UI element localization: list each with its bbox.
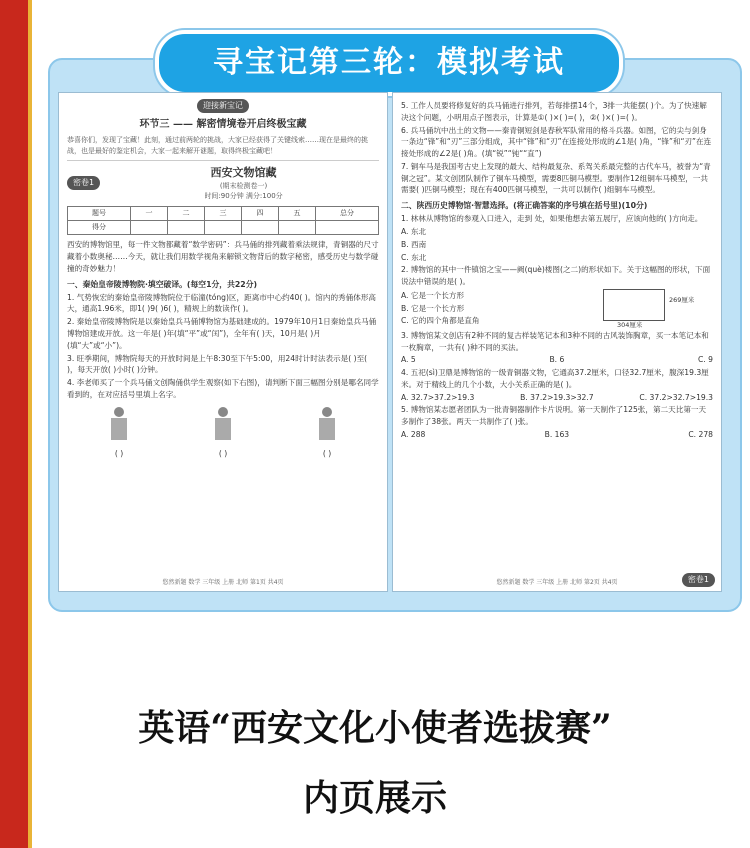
question-3: 3. 旺季期间，博物院每天的开放时间是上午8:30至下午5:00，用24时计时法表示是( )至( )，每天开放( )小时( )分钟。 — [67, 353, 368, 375]
exam-meta: 时间:90分钟 满分:100分 — [204, 192, 283, 201]
page-footer: 悠然新题 数学 三年级 上册 北师 第1页 共4页 — [162, 578, 284, 586]
badge: 迎接新宝记 — [197, 99, 249, 113]
choice-1: 1. 林林从博物馆的参观入口进入，走到 处，如果他想去第五展厅，应该向他的( )方向走。 — [401, 214, 703, 224]
choice-1-c: C. 东北 — [401, 252, 427, 262]
page-footer: 悠然新题 数学 三年级 上册 北师 第2页 共4页 — [496, 578, 618, 586]
question-7: 7. 铜车马是我国考古史上发现的最大、结构最复杂、系驾关系最完整的古代车马，被誉为“青铜之冠”。某文创团队制作了铜车马模型，需要8匹铜马模型。要制作12组铜车马模型，一共需要( )匹铜马模型；现在有400匹铜马模型，一共可以制作( )组铜车马模型。 — [401, 161, 711, 195]
terracotta-figure-icon — [209, 405, 237, 445]
question-2: 2. 秦始皇帝陵博物院是以秦始皇兵马俑博物馆为基础建成的。1979年10月1日秦始皇兵马俑博物馆建成开放。这一年是( )年(填“平”或“闰”)，全年有( )天，10月是( )月(填“大”或“小”)。 — [67, 317, 377, 350]
choice-1-a: A. 东北 — [401, 226, 427, 236]
caption-line-2: 内页展示 — [302, 777, 447, 819]
rectangle-figure: 269厘米 304厘米 — [603, 289, 713, 329]
score-table: 题号 一 二 三 四 五 总分 得分 — [67, 206, 379, 235]
choice-5: 5. 博物馆某志愿者团队为一批青铜器制作卡片说明。第一天制作了125张，第二天比第一天多制作了38张。两天一共制作了( )张。 — [401, 405, 707, 427]
choice-1-b: B. 西南 — [401, 239, 427, 249]
corner-tag: 密卷1 — [682, 573, 715, 587]
choice-2-b: B. 它是一个长方形 — [401, 303, 465, 313]
choice-4: 4. 五祀(sì)卫鼎是博物馆的一级青铜器文物，它通高37.2厘米，口径32.7厘米，腹深19.3厘米。对于精线上的几个小数，大小关系正确的是( )。 — [401, 368, 709, 389]
choice-2-c: C. 它的四个角都是直角 — [401, 316, 480, 326]
exam-page-right: 5. 工作人员要将修复好的兵马俑进行排列，若每排摆14个，3排一共能摆( )个。为了快速解决这个问题，小明用点子图表示，计算是①( )×( )=( )，②( )×( )=( )。 6. 兵马俑坑中出土的文物——秦青铜短剑是春秋军队常用的格斗兵器。如图，它的尖与剑身一条边“锋”和“刃”三部分组成，其中“锋”和“刃”在连接处形成的∠1是( )角，“锋”和“刃”在连接处形成的∠2是( )角。(填“锐”“钝““直”) 7. 铜车马是我国考古史上发现的最大、结构最复杂、系驾关系最完整的古代车马，被誉为“青铜之冠”。某文创团队制作了铜车马模型，需要8匹铜马模型。要制作12组铜车马模型，一共需要( )匹铜马模型；现在有400匹铜马模型，一共可以制作( )组铜车马模型。 二、陕西历史博物馆·智慧选择。(将正确答案的序号填在括号里)(10分) 1. 林林从博物馆的参观入口进入，走到 处，如果他想去第五展厅，应该向他的( )方向走。 A. 东北 B. 西南 C. 东北 2. 博物馆的其中一件镇馆之宝——阙(què)楼图(之二)的形状如下。关于这幅图的形状，下面说法中错误的是( )。 A. 它是一个长方形 B. 它是一个长方形 C. 它的四个角都是直角 269厘米 304厘米 3. 博物馆某文创店有2种不同的复古样装笔记本和3种不同的古风装饰胸章，买一本笔记本和一枚胸章，一共有( )种不同的买法。 A. 5 B. 6 C. 9 4. 五祀(sì)卫鼎是博物馆的一级青铜器文物，它通高37.2厘米，口径32.7厘米，腹深19.3厘米。对于精线上的几个小数，大小关系正确的是( )。 A. 32.7>37.2>19.3 B. 37.2>19.3>32.7 C. 37.2>32.7>19.3 5. 博物馆某志愿者团队为一批青铜器制作卡片说明。第一天制作了125张，第二天比第一天多制作了38张。两天一共制作了( )张。 A. 288 B. 163 C. 278 悠然新题 数学 三年级 上册 北师 第2页 共4页 密卷1 — [392, 92, 722, 592]
exam-page-left — [58, 92, 388, 592]
question-5: 5. 工作人员要将修复好的兵马俑进行排列，若每排摆14个，3排一共能摆( )个。为了快速解决这个问题，小明用点子图表示，计算是①( )×( )=( )，②( )×( )=( )。 — [401, 101, 707, 122]
chapter-title: 环节三 —— 解密情境卷开启终极宝藏 — [139, 119, 307, 131]
exam-title: 西安文物馆藏 — [210, 165, 277, 179]
intro-paragraph: 西安的博物馆里，每一件文物都藏着“数学密码”：兵马俑的排列藏着乘法规律，青铜器的尺寸藏着小数奥秘……今天，就让我们用数学视角来解锁文物背后的数字秘密，感受历史与数学碰撞的奇妙魅力！ — [67, 240, 379, 273]
choice-3: 3. 博物馆某文创店有2种不同的复古样装笔记本和3种不同的古风装饰胸章，买一本笔记本和一枚胸章，一共有( )种不同的买法。 — [401, 330, 709, 352]
caption-line-1: 英语“西安文化小使者选拔赛” — [138, 707, 612, 749]
terracotta-figure-icon — [313, 405, 341, 445]
section-2-heading: 二、陕西历史博物馆·智慧选择。(将正确答案的序号填在括号里)(10分) — [401, 201, 648, 211]
terracotta-figure-icon — [105, 405, 133, 445]
question-1: 1. 气势恢宏的秦始皇帝陵博物院位于临潼(tóng)区，距离市中心约40( )。馆内的秀俑体形高大，通高1.96米，即1( )9( )6( )，精规上的数读作( )。 — [67, 292, 377, 314]
choice-2: 2. 博物馆的其中一件镇馆之宝——阙(què)楼图(之二)的形状如下。关于这幅图的形状，下面说法中错误的是( )。 — [401, 265, 711, 287]
exam-subtitle: (期末检测卷一) — [219, 181, 268, 190]
choice-2-a: A. 它是一个长方形 — [401, 290, 465, 300]
intro-text: 恭喜你们，发现了宝藏！此刻，通过前两轮的挑战，大家已经获得了关键线索……现在是最终的挑战，也是最好的鉴定机会，大家一起来解开谜题，取得终极宝藏吧！ — [67, 135, 368, 155]
question-6: 6. 兵马俑坑中出土的文物——秦青铜短剑是春秋军队常用的格斗兵器。如图，它的尖与剑身一条边“锋”和“刃”三部分组成，其中“锋”和“刃”在连接处形成的∠1是( )角，“锋”和“刃”在连接处形成的∠2是( )角。(填“锐”“钝““直”) — [401, 125, 712, 159]
exam-tag: 密卷1 — [67, 176, 100, 190]
figure-row: ( ) ( ) ( ) — [67, 405, 379, 461]
question-4: 4. 李老师买了一个兵马俑文创陶俑供学生观察(如下右图)，请判断下面三幅图分别是哪名同学看到的，在对应括号里填上名字。 — [67, 378, 379, 399]
banner-title: 寻宝记第三轮：模拟考试 — [155, 30, 623, 96]
section-1-heading: 一、秦始皇帝陵博物院·填空破译。(每空1分，共22分) — [67, 279, 258, 289]
